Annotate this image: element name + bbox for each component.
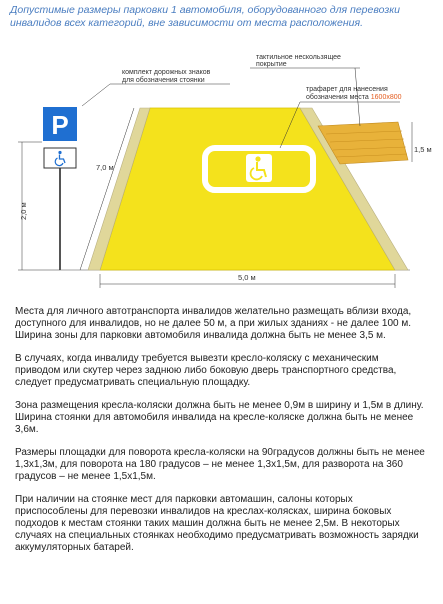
label-stencil-line2: обозначения места 1600x800 bbox=[306, 94, 402, 101]
label-sign-kit-line2: для обозначения стоянки bbox=[122, 77, 205, 84]
paragraph-2: В случаях, когда инвалиду требуется вывезти кресло-коляску с механическим приводом или скутер через заднюю либо боковую дверь транспортного средства, следует предусматривать специальную площадку. bbox=[15, 353, 397, 388]
dim-width: 5,0 м bbox=[238, 273, 256, 282]
label-sign-kit-line1: комплект дорожных знаков bbox=[122, 69, 211, 76]
label-stencil-line1: трафарет для нанесения bbox=[306, 86, 388, 93]
paragraph-5: При наличии на стоянке мест для парковки автомашин, салоны которых приспособлены для перевозки инвалидов на креслах-колясках, ширина боковых подходов к местам стоянки таких машин должна быть не менее 2,5м. В некоторых случаях на специальных стоянках необходимо предусматривать возможность зарядки аккумуляторных батарей. bbox=[15, 494, 419, 553]
page-title: Допустимые размеры парковки 1 автомобиля, оборудованного для перевозки инвалидов всех категорий, вне зависимости от места расположения. bbox=[10, 4, 401, 29]
paragraph-1: Места для личного автотранспорта инвалидов желательно размещать вблизи входа, доступного для инвалидов, но не далее 50 м, а при жилых зданиях - не далее 100 м. Ширина зоны для парковки автомобиля инвалида должна быть не менее 3,5 м. bbox=[15, 306, 412, 341]
body-text bbox=[15, 306, 425, 565]
label-tactile-line1: тактильное нескользящее bbox=[256, 54, 341, 61]
dim-sign-height: 2,0 м bbox=[19, 202, 28, 220]
parking-diagram bbox=[0, 44, 443, 294]
wheelchair-icon bbox=[246, 154, 272, 182]
sign-letter: P bbox=[51, 110, 69, 140]
dim-tactile-width: 1,5 м bbox=[414, 145, 432, 154]
paragraph-4: Размеры площадки для поворота кресла-коляски на 90градусов должны быть не менее 1,3х1,3м, для поворота на 180 градусов – не менее 1,3х1,5м, для разворота на 360 градусов – не менее 1,5х1,5м. bbox=[15, 447, 425, 482]
label-stencil-size: 1600x800 bbox=[370, 94, 402, 101]
paragraph-3: Зона размещения кресла-коляски должна быть не менее 0,9м в ширину и 1,5м в длину. Ширина стоянки для автомобиля инвалида на кресле-коляске должна быть не менее 3,6м. bbox=[15, 400, 424, 435]
dim-length: 7,0 м bbox=[96, 163, 114, 172]
label-tactile-line2: покрытие bbox=[256, 61, 287, 68]
